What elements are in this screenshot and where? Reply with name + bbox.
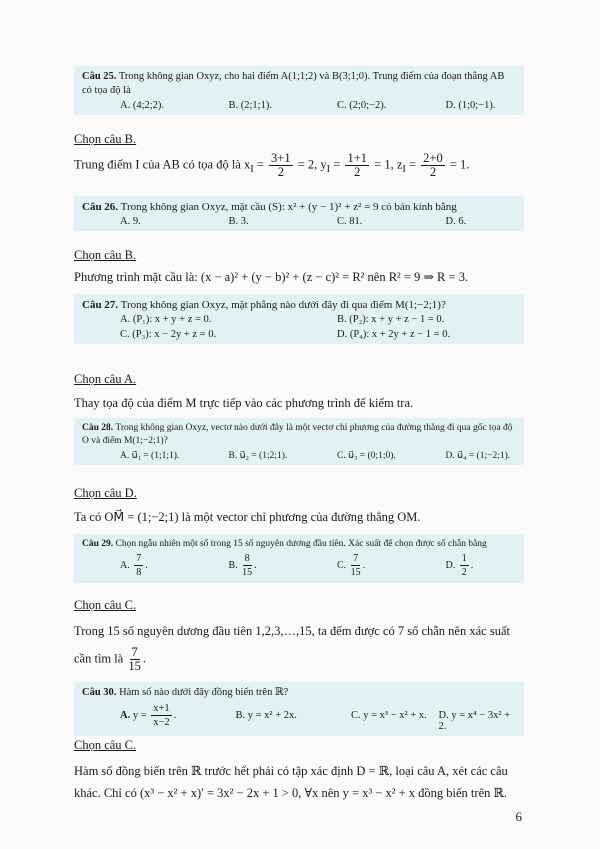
option-a: A. 9. [120,216,141,227]
question-27-options [74,312,524,344]
numerator: 7 [136,553,142,564]
explanation-29-line1: Trong 15 số nguyên dương đầu tiên 1,2,3,…,15, ta đếm được có 7 số chẵn nên xác suất [74,624,510,638]
option-d: D. (P₄): x + 2y + z − 1 = 0. [337,329,451,340]
option-b: B. u⃗₂ = (1;2;1). [228,451,288,461]
denominator: 2 [429,165,437,179]
question-27-box [74,294,524,344]
question-27-label: Câu 27. [82,299,119,311]
question-25-body: Trong không gian Oxyz, cho hai điểm A(1;1;2) và B(3;1;0). Trung điểm của đoạn thẳng AB có tọa độ là [82,71,505,96]
question-25-box [74,66,524,115]
question-30-label: Câu 30. [82,687,117,698]
option-c: C. (P₃): x − 2y + z = 0. [120,329,217,340]
option-letter: A. [120,559,130,571]
option-a-pre: y = [132,709,147,721]
question-29-options [74,550,524,583]
numerator: 1+1 [347,151,368,165]
explanation-29-pre: cần tìm là [74,651,124,666]
option-b: B. (P₂): x + y + z − 1 = 0. [337,314,445,325]
question-27-text [74,294,524,312]
option-letter: C. [337,559,347,571]
answer-27: Chọn câu A. [74,372,137,386]
option-c: C. y = x³ − x² + x. [351,710,427,721]
option-c: C. 81. [337,216,363,227]
option-d: D. 6. [445,216,467,227]
option-d: D. $\frac{1}{2}$ . [445,553,474,578]
question-30-options [74,700,524,736]
explanation-25-pre: Trung điểm I của AB có tọa độ là x [74,157,251,172]
explanation-28: Ta có OM⃗ = (1;−2;1) là một vector chỉ phương của đường thẳng OM. [74,510,421,524]
fraction [351,552,361,579]
numerator: 7 [131,645,138,659]
option-d: D. y = x⁴ − 3x² + 2. [438,710,511,732]
question-28-label: Câu 28. [82,423,114,433]
denominator: 2 [461,567,467,578]
option-b: B. (2;1;1). [228,100,272,111]
answer-29: Chọn câu C. [74,598,137,612]
eq: = [405,157,420,172]
question-30-box [74,682,524,736]
question-29-box [74,534,524,583]
question-27-body: Trong không gian Oxyz, mặt phẳng nào dưới đây đi qua điểm M(1;−2;1)? [118,299,446,311]
explanation-30-line1: Hàm số đồng biến trên ℝ trước hết phải có tập xác định D = ℝ, loại câu A, xét các câu [74,764,508,778]
numerator: 7 [353,553,359,564]
fraction [128,646,141,673]
result: = 1, z [371,157,403,172]
denominator: 2 [354,165,361,179]
answer-26: Chọn câu B. [74,248,137,262]
question-25-options [74,98,524,115]
page-number: 6 [515,809,522,824]
answer-28: Chọn câu D. [74,486,137,500]
explanation-25 [74,152,529,181]
explanation-29 [74,620,529,673]
numerator: 3+1 [271,151,291,165]
denominator: 15 [242,567,253,578]
fraction [242,552,252,579]
option-letter: B. [228,559,238,571]
answer-30: Chọn câu C. [74,738,137,752]
explanation-30 [74,760,529,804]
option-b: B. y = x² + 2x. [235,710,297,721]
question-28-options [74,448,524,465]
option-d: D. (1;0;−1). [445,100,496,111]
explanation-27: Thay tọa độ của điểm M trực tiếp vào các phương trình để kiểm tra. [74,396,414,410]
question-26-options [74,214,524,231]
fraction [269,152,293,179]
question-25-label: Câu 25. [82,71,117,82]
result: = 2, y [294,157,327,172]
question-29-text [74,534,524,550]
fraction [345,152,369,179]
denominator: 15 [350,567,361,578]
question-26-label: Câu 26. [82,201,119,213]
question-30-text [74,682,524,700]
fraction [134,552,143,579]
option-d: D. u⃗₄ = (1;−2;1). [445,451,511,461]
question-26-body: Trong không gian Oxyz, mặt cầu (S): x² + (y − 1)² + z² = 9 có bán kính bằng [118,201,457,213]
result: = 1. [446,157,470,172]
option-b: B. 3. [228,216,249,227]
question-25-text [74,66,524,98]
eq: = [253,157,268,172]
denominator: 15 [128,659,141,673]
option-letter: D. [445,559,456,571]
explanation-29-line2: cần tìm là $\frac{7}{15}$ . [74,645,147,673]
fraction [151,702,171,729]
question-29-label: Câu 29. [82,539,114,549]
sub-i: I [402,163,406,175]
option-b: B. $\frac{8}{15}$ . [228,553,257,578]
option-c: C. $\frac{7}{15}$ . [337,553,366,578]
question-28-text [74,418,524,448]
explanation-26: Phương trình mặt cầu là: (x − a)² + (y − b)² + (z − c)² = R² nên R² = 9 ⇒ R = 3. [74,270,469,284]
fraction [460,552,469,579]
answer-25: Chọn câu B. [74,132,137,146]
sub-i: I [250,163,254,175]
option-c: C. (2;0;−2). [337,100,387,111]
numerator: 1 [461,553,467,564]
option-a: A. $\frac{7}{8}$ . [120,553,148,578]
eq: = [330,157,344,172]
question-28-body: Trong không gian Oxyz, vectơ nào dưới đây là một vectơ chỉ phương của đường thẳng đi qua gốc tọa độ O và điểm M(1;−2;1)? [82,423,513,446]
question-26-box [74,196,524,231]
denominator: 8 [136,567,142,578]
question-26-text [74,196,524,214]
option-a: A. (4;2;2). [120,100,165,111]
numerator: 2+0 [423,151,443,165]
option-c: C. u⃗₃ = (0;1;0). [337,451,396,461]
explanation-30-line2: khác. Chỉ có (x³ − x² + x)′ = 3x² − 2x + 1 > 0, ∀x nên y = x³ − x² + x đồng biến trên ℝ. [74,786,508,800]
question-28-box [74,418,524,465]
question-29-body: Chọn ngẫu nhiên một số trong 15 số nguyên dương đầu tiên. Xác suất để chọn được số chẵn bằng [113,539,487,549]
fraction [421,152,445,179]
option-a: A. (P₁): x + y + z = 0. [120,314,212,325]
denominator: 2 [277,165,284,179]
option-a: A. u⃗₁ = (1;1;1). [120,451,180,461]
question-30-body: Hàm số nào dưới đây đồng biến trên ℝ? [116,687,289,698]
option-letter: A. [120,709,131,721]
denominator: x−2 [153,717,170,728]
option-a: A. y = $\frac{x+1}{x-2}$ . [120,703,177,728]
numerator: 8 [244,553,250,564]
numerator: x+1 [153,703,170,714]
sub-i: I [326,163,331,175]
